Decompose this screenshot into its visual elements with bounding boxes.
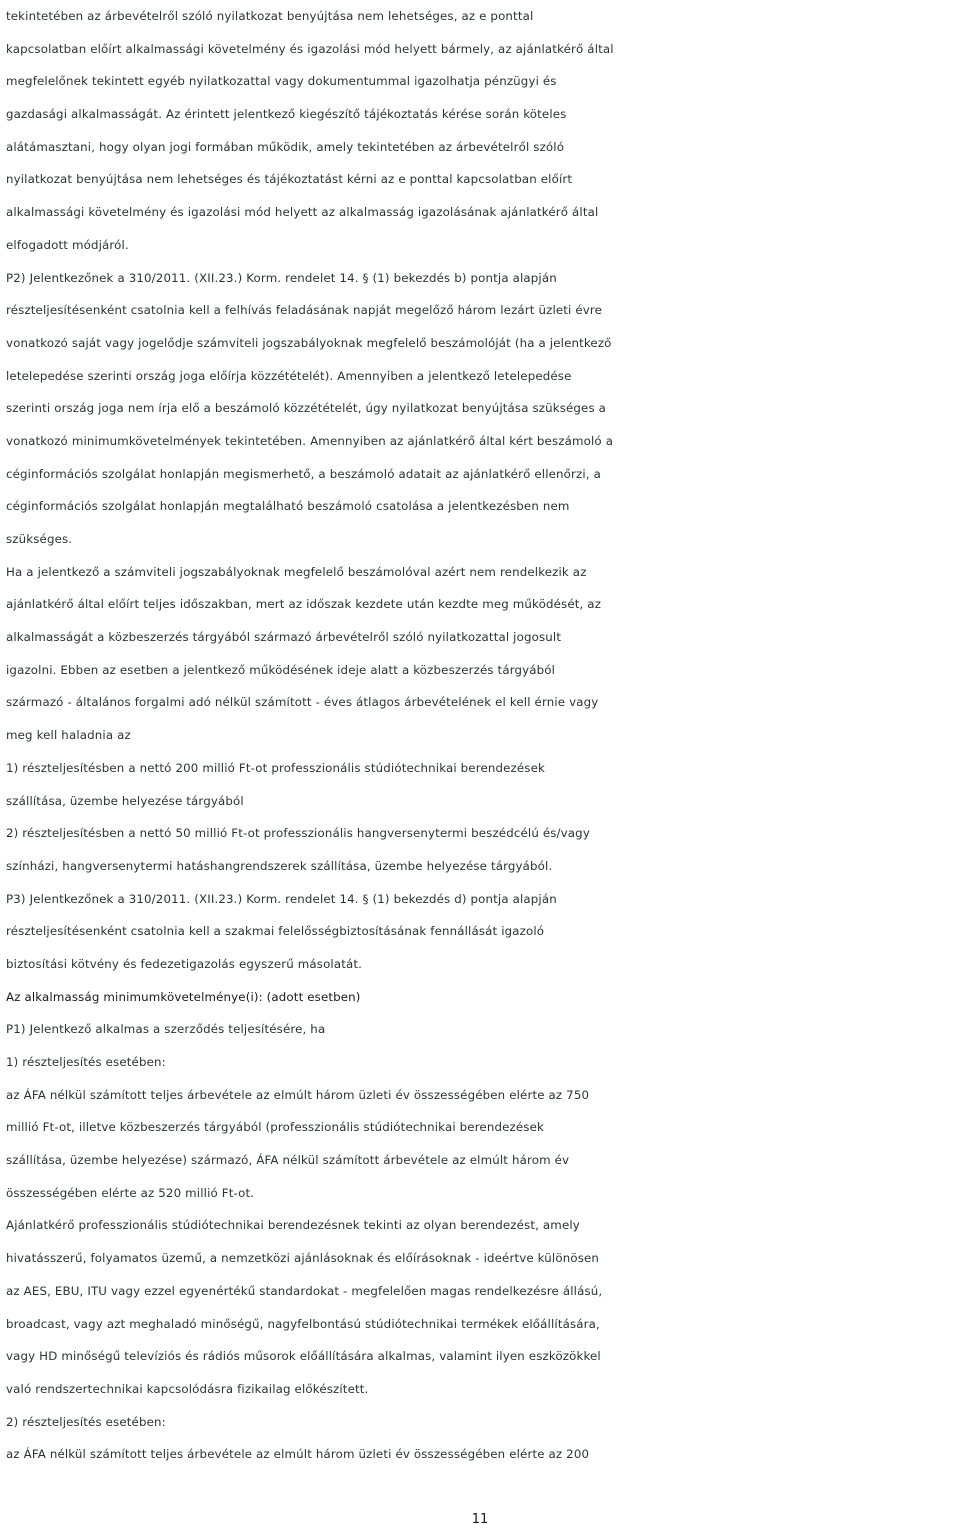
text-line: alkalmassági követelmény és igazolási mód helyett az alkalmasság igazolásának ajánlatkérő által [6, 205, 599, 220]
text-line: broadcast, vagy azt meghaladó minőségű, nagyfelbontású stúdiótechnikai termékek előállítására, [6, 1316, 600, 1331]
text-line: részteljesítésenként csatolnia kell a szakmai felelősségbiztosításának fennállását igazoló [6, 924, 545, 939]
text-line: céginformációs szolgálat honlapján megtalálható beszámoló csatolása a jelentkezésben nem [6, 499, 570, 514]
text-line: Ajánlatkérő professzionális stúdiótechnikai berendezésnek tekinti az olyan berendezést, amely [6, 1218, 580, 1233]
text-line: nyilatkozat benyújtása nem lehetséges és tájékoztatást kérni az e ponttal kapcsolatban előírt [6, 172, 573, 187]
text-line: származó - általános forgalmi adó nélkül számított - éves átlagos árbevételének el kell érnie vagy [6, 695, 599, 710]
text-line: 1) részteljesítés esetében: [6, 1055, 166, 1069]
text-line: szállítása, üzembe helyezése) származó, ÁFA nélkül számított árbevétele az elmúlt három év [6, 1153, 570, 1168]
text-line: vonatkozó minimumkövetelmények tekintetében. Amennyiben az ajánlatkérő által kért beszámoló a [6, 433, 614, 448]
text-line: céginformációs szolgálat honlapján megismerhető, a beszámoló adatait az ajánlatkérő ellenőrzi, a [6, 466, 601, 481]
page-number: 11 [471, 1512, 489, 1527]
text-line: szerinti ország joga nem írja elő a beszámoló közzétételét, úgy nyilatkozat benyújtása szükséges a [6, 401, 607, 416]
text-line: hivatásszerű, folyamatos üzemű, a nemzetközi ajánlásoknak és előírásoknak - ideértve különösen [6, 1251, 600, 1266]
document-body [6, 0, 956, 1504]
text-line: biztosítási kötvény és fedezetigazolás egyszerű másolatát. [6, 956, 363, 971]
text-line: vagy HD minőségű televíziós és rádiós műsorok előállítására alkalmas, valamint ilyen eszközökkel [6, 1349, 601, 1364]
text-line: kapcsolatban előírt alkalmassági követelmény és igazolási mód helyett bármely, az ajánlatkérő által [6, 41, 614, 56]
text-line: elfogadott módjáról. [6, 237, 129, 252]
text-line: színházi, hangversenytermi hatáshangrendszerek szállítása, üzembe helyezése tárgyából. [6, 858, 553, 873]
text-line: gazdasági alkalmasságát. Az érintett jelentkező kiegészítő tájékoztatás kérése során köteles [6, 107, 567, 122]
text-line: az ÁFA nélkül számított teljes árbevétele az elmúlt három üzleti év összességében elérte az 200 [6, 1447, 590, 1462]
text-line: P2) Jelentkezőnek a 310/2011. (XII.23.) Korm. rendelet 14. § (1) bekezdés b) pontja alapján [6, 270, 557, 285]
text-line: vonatkozó saját vagy jogelődje számviteli jogszabályoknak megfelelő beszámolóját (ha a jelentkező [6, 335, 612, 350]
text-line: az ÁFA nélkül számított teljes árbevétele az elmúlt három üzleti év összességében elérte az 750 [6, 1087, 590, 1102]
text-line: az AES, EBU, ITU vagy ezzel egyenértékű standardokat - megfelelően magas rendelkezésre állású, [6, 1283, 603, 1298]
text-line: 2) részteljesítésben a nettó 50 millió Ft-ot professzionális hangversenytermi beszédcélú és/vagy [6, 826, 590, 841]
text-line: ajánlatkérő által előírt teljes időszakban, mert az időszak kezdete után kezdte meg működését, az [6, 597, 602, 612]
text-line: 1) részteljesítésben a nettó 200 millió Ft-ot professzionális stúdiótechnikai berendezések [6, 760, 545, 775]
text-line: megfelelőnek tekintett egyéb nyilatkozattal vagy dokumentummal igazolhatja pénzügyi és [6, 74, 557, 89]
text-line: Ha a jelentkező a számviteli jogszabályoknak megfelelő beszámolóval azért nem rendelkezik az [6, 564, 587, 579]
text-line: 2) részteljesítés esetében: [6, 1414, 166, 1429]
text-line: P1) Jelentkező alkalmas a szerződés teljesítésére, ha [6, 1022, 326, 1037]
section-heading: Az alkalmasság minimumkövetelménye(i): (adott esetben) [6, 989, 361, 1004]
text-line: meg kell haladnia az [6, 728, 131, 743]
text-line [6, 1471, 956, 1504]
text-line: tekintetében az árbevételről szóló nyilatkozat benyújtása nem lehetséges, az e ponttal [6, 9, 534, 23]
text-line: részteljesítésenként csatolnia kell a felhívás feladásának napját megelőző három lezárt üzleti évre [6, 303, 603, 318]
text-line: összességében elérte az 520 millió Ft-ot. [6, 1185, 255, 1200]
text-line: igazolni. Ebben az esetben a jelentkező működésének ideje alatt a közbeszerzés tárgyából [6, 662, 556, 677]
text-line: alátámasztani, hogy olyan jogi formában működik, amely tekintetében az árbevételről szóló [6, 139, 565, 154]
text-line: való rendszertechnikai kapcsolódásra fizikailag előkészített. [6, 1381, 369, 1396]
text-line: szállítása, üzembe helyezése tárgyából [6, 793, 244, 808]
text-line: alkalmasságát a közbeszerzés tárgyából származó árbevételről szóló nyilatkozattal jogosult [6, 630, 562, 645]
text-line: letelepedése szerinti ország joga előírja közzétételét). Amennyiben a jelentkező letelepedése [6, 368, 572, 383]
text-line: millió Ft-ot, illetve közbeszerzés tárgyából (professzionális stúdiótechnikai berendezések [6, 1120, 544, 1135]
text-line: szükséges. [6, 532, 73, 546]
text-line: P3) Jelentkezőnek a 310/2011. (XII.23.) Korm. rendelet 14. § (1) bekezdés d) pontja alapján [6, 891, 557, 906]
